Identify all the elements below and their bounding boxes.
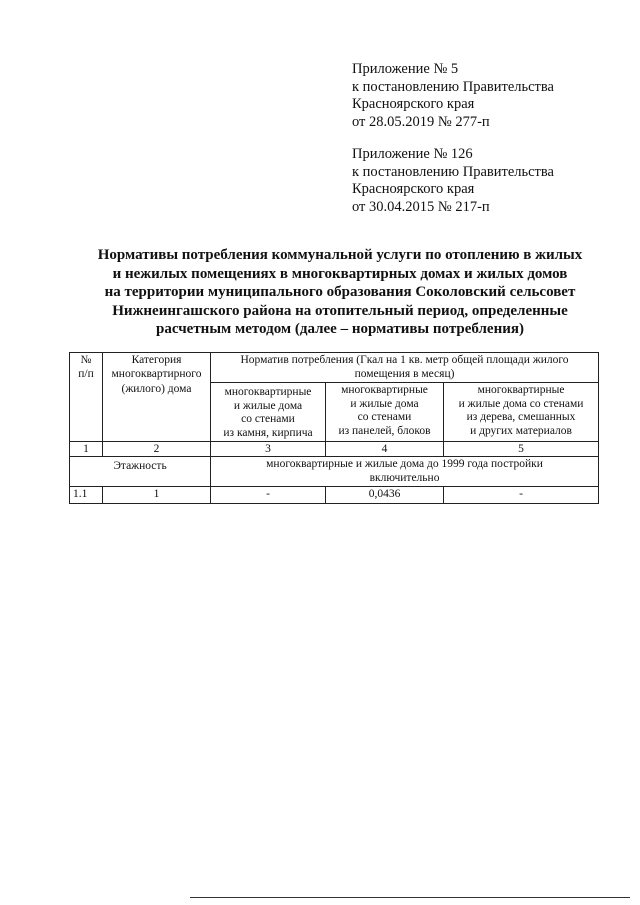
header-text: Категория: [131, 354, 182, 366]
title-line: Нормативы потребления коммунальной услуги по отоплению в жилых: [97, 247, 583, 263]
header-text: (жилого) дома: [121, 383, 192, 395]
appendix-line: Приложение № 126: [352, 146, 473, 162]
header-text: и других материалов: [470, 424, 572, 437]
table-row: [70, 487, 599, 504]
floors-label-cell: Этажность: [70, 457, 211, 487]
column-number: 4: [326, 442, 444, 457]
appendix-line: к постановлению Правительства: [352, 163, 554, 180]
norms-table: [69, 352, 599, 504]
appendix-line: Красноярского края: [352, 181, 475, 197]
page-edge-line: [190, 897, 630, 898]
title-line: расчетным методом (далее – нормативы потребления): [156, 321, 524, 337]
header-text: №: [80, 354, 92, 366]
header-category-cell: [103, 353, 211, 442]
group-text: включительно: [369, 471, 440, 484]
column-number: 5: [444, 442, 599, 457]
header-wood-cell: [444, 383, 599, 442]
row-stone-cell: -: [211, 487, 326, 504]
header-norm-cell: [211, 353, 599, 383]
table-column-numbers-row: [70, 442, 599, 457]
header-text: п/п: [78, 367, 94, 380]
header-text: и жилые дома: [350, 397, 419, 410]
appendix-line: к постановлению Правительства: [352, 78, 554, 95]
column-number: 2: [103, 442, 211, 457]
appendix-current-reference: [352, 61, 622, 131]
header-text: со стенами: [241, 413, 295, 425]
row-wood-cell: -: [444, 487, 599, 504]
header-text: помещения в месяц): [354, 367, 455, 380]
column-number: 3: [211, 442, 326, 457]
header-text: многоквартирные: [341, 384, 428, 396]
title-line: Нижнеингашского района на отопительный период, определенные: [112, 302, 568, 319]
header-text: многоквартирные: [224, 386, 312, 398]
appendix-line: от 28.05.2019 № 277-п: [352, 113, 490, 130]
title-line: на территории муниципального образования Соколовский сельсовет: [104, 284, 576, 300]
header-num-cell: [70, 353, 103, 442]
header-text: из дерева, смешанных: [466, 411, 576, 423]
header-stone-cell: [211, 383, 326, 442]
column-number: 1: [70, 442, 103, 457]
header-text: и жилые дома со стенами: [458, 397, 584, 410]
title-line: и нежилых помещениях в многоквартирных домах и жилых домов: [112, 265, 568, 282]
table-group-row: [70, 457, 599, 487]
group-label-cell: [211, 457, 599, 487]
header-panel-cell: [326, 383, 444, 442]
row-floors-cell: 1: [103, 487, 211, 504]
row-num-cell: 1.1: [70, 487, 103, 504]
header-text: из камня, кирпича: [223, 426, 313, 439]
table-header-row: [70, 353, 599, 383]
group-text: многоквартирные и жилые дома до 1999 года постройки: [266, 458, 543, 470]
header-text: и жилые дома: [233, 399, 303, 412]
row-panel-cell: 0,0436: [326, 487, 444, 504]
header-text: многоквартирные: [477, 384, 565, 396]
header-text: со стенами: [357, 411, 412, 423]
appendix-line: Приложение № 5: [352, 61, 459, 77]
header-text: многоквартирного: [111, 367, 202, 380]
header-text: Норматив потребления (Гкал на 1 кв. метр общей площади жилого: [240, 354, 569, 366]
appendix-line: от 30.04.2015 № 217-п: [352, 198, 490, 215]
document-title: [60, 246, 620, 339]
header-text: из панелей, блоков: [338, 424, 431, 437]
appendix-original-reference: [352, 146, 622, 216]
appendix-line: Красноярского края: [352, 96, 475, 112]
